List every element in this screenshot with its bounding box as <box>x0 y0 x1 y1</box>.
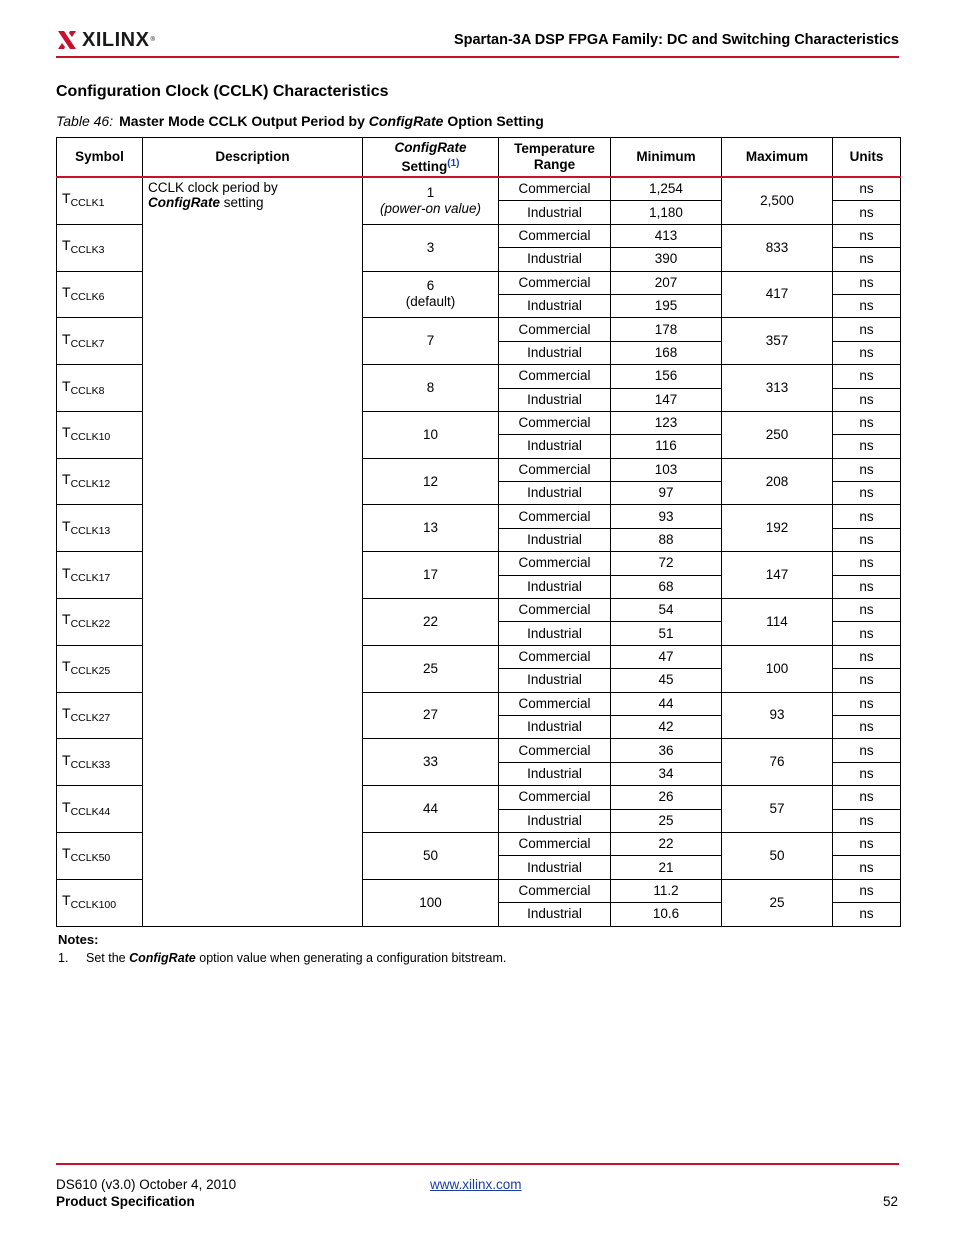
column-header-temperature <box>499 138 611 178</box>
units-cell: ns <box>833 271 901 294</box>
maximum-cell: 2,500 <box>722 177 833 224</box>
symbol-cell <box>57 177 143 224</box>
configrate-value: 33 <box>422 754 439 770</box>
units-cell: ns <box>833 411 901 434</box>
minimum-commercial: 123 <box>611 411 722 434</box>
configrate-cell <box>363 599 499 646</box>
symbol-cell <box>57 318 143 365</box>
symbol-cell <box>57 599 143 646</box>
symbol-cell <box>57 879 143 926</box>
maximum-cell: 57 <box>722 786 833 833</box>
minimum-industrial: 195 <box>611 294 722 317</box>
minimum-industrial: 21 <box>611 856 722 879</box>
temperature-commercial: Commercial <box>499 411 611 434</box>
description-cell <box>143 177 363 926</box>
symbol-subscript: CCLK1 <box>70 197 105 210</box>
maximum-cell: 208 <box>722 458 833 505</box>
maximum-cell: 114 <box>722 599 833 646</box>
description-italic: ConfigRate <box>148 195 220 210</box>
configrate-cell <box>363 458 499 505</box>
symbol-cell <box>57 552 143 599</box>
symbol-subscript: CCLK100 <box>70 899 117 912</box>
units-cell: ns <box>833 739 901 762</box>
temperature-commercial: Commercial <box>499 552 611 575</box>
symbol-cell <box>57 786 143 833</box>
page-header <box>56 26 899 58</box>
column-header-symbol: Symbol <box>57 138 143 178</box>
page-number: 52 <box>882 1194 898 1209</box>
symbol-cell <box>57 365 143 412</box>
maximum-cell: 250 <box>722 411 833 458</box>
note-suffix: option value when generating a configuration bitstream. <box>195 951 507 965</box>
minimum-industrial: 45 <box>611 669 722 692</box>
configrate-cell <box>363 645 499 692</box>
symbol-subscript: CCLK22 <box>70 618 111 631</box>
units-cell: ns <box>833 552 901 575</box>
configrate-value: 10 <box>422 426 439 442</box>
temperature-commercial: Commercial <box>499 365 611 388</box>
note-reference-link[interactable]: (1) <box>447 157 460 169</box>
configrate-value: 100 <box>419 894 442 910</box>
temperature-industrial: Industrial <box>499 856 611 879</box>
minimum-commercial: 156 <box>611 365 722 388</box>
symbol-text: T <box>62 564 71 581</box>
temperature-industrial: Industrial <box>499 435 611 458</box>
temperature-line1: Temperature <box>514 141 595 156</box>
minimum-commercial: 54 <box>611 599 722 622</box>
trademark-symbol: ® <box>150 37 155 43</box>
configrate-value: 44 <box>422 801 439 817</box>
temperature-industrial: Industrial <box>499 622 611 645</box>
xilinx-logo-icon <box>56 29 78 51</box>
minimum-industrial: 51 <box>611 622 722 645</box>
minimum-industrial: 25 <box>611 809 722 832</box>
configrate-cell <box>363 224 499 271</box>
symbol-text: T <box>62 424 71 441</box>
configrate-value: 50 <box>422 847 439 863</box>
symbol-subscript: CCLK6 <box>70 290 105 303</box>
units-cell: ns <box>833 505 901 528</box>
footer-website-link[interactable]: www.xilinx.com <box>430 1177 522 1192</box>
configrate-italic: ConfigRate <box>394 139 467 155</box>
units-cell: ns <box>833 879 901 902</box>
symbol-subscript: CCLK12 <box>70 478 111 491</box>
notes-title: Notes: <box>58 932 99 947</box>
temperature-industrial: Industrial <box>499 388 611 411</box>
minimum-commercial: 413 <box>611 224 722 247</box>
configrate-setting: Setting <box>401 158 448 174</box>
temperature-commercial: Commercial <box>499 692 611 715</box>
temperature-industrial: Industrial <box>499 762 611 785</box>
units-cell: ns <box>833 903 901 926</box>
maximum-cell: 93 <box>722 692 833 739</box>
footer-doc-type: Product Specification <box>56 1194 195 1209</box>
symbol-subscript: CCLK25 <box>70 665 111 678</box>
maximum-cell: 25 <box>722 879 833 926</box>
units-cell: ns <box>833 599 901 622</box>
symbol-subscript: CCLK17 <box>70 571 111 584</box>
symbol-text: T <box>62 190 71 207</box>
configrate-cell <box>363 879 499 926</box>
symbol-text: T <box>62 798 71 815</box>
symbol-text: T <box>62 611 71 628</box>
units-cell: ns <box>833 528 901 551</box>
column-header-minimum: Minimum <box>611 138 722 178</box>
symbol-cell <box>57 692 143 739</box>
units-cell: ns <box>833 341 901 364</box>
minimum-commercial: 22 <box>611 832 722 855</box>
configrate-cell <box>363 505 499 552</box>
units-cell: ns <box>833 856 901 879</box>
configrate-value: 13 <box>422 520 439 536</box>
minimum-commercial: 93 <box>611 505 722 528</box>
temperature-commercial: Commercial <box>499 271 611 294</box>
configrate-cell <box>363 318 499 365</box>
configrate-cell <box>363 365 499 412</box>
temperature-commercial: Commercial <box>499 458 611 481</box>
symbol-text: T <box>62 751 71 768</box>
symbol-subscript: CCLK13 <box>70 524 111 537</box>
symbol-subscript: CCLK3 <box>70 244 105 257</box>
units-cell: ns <box>833 832 901 855</box>
description-line1: CCLK clock period by <box>148 180 278 195</box>
temperature-industrial: Industrial <box>499 809 611 832</box>
configrate-cell <box>363 271 499 318</box>
minimum-industrial: 42 <box>611 715 722 738</box>
configrate-value: 25 <box>422 660 439 676</box>
maximum-cell: 50 <box>722 832 833 879</box>
symbol-text: T <box>62 845 71 862</box>
configrate-value: 8 <box>426 380 435 396</box>
configrate-note: (power-on value) <box>379 200 482 216</box>
units-cell: ns <box>833 715 901 738</box>
maximum-cell: 147 <box>722 552 833 599</box>
configrate-cell <box>363 552 499 599</box>
configrate-cell <box>363 832 499 879</box>
temperature-industrial: Industrial <box>499 482 611 505</box>
symbol-subscript: CCLK27 <box>70 711 111 724</box>
configrate-value: 17 <box>422 567 439 583</box>
symbol-subscript: CCLK10 <box>70 431 111 444</box>
column-header-units: Units <box>833 138 901 178</box>
maximum-cell: 192 <box>722 505 833 552</box>
column-header-description: Description <box>143 138 363 178</box>
table-caption <box>56 113 544 129</box>
table-header-row <box>57 138 901 178</box>
symbol-subscript: CCLK50 <box>70 852 111 865</box>
configrate-value: 12 <box>422 473 439 489</box>
table-body <box>57 177 901 926</box>
temperature-commercial: Commercial <box>499 318 611 341</box>
units-cell: ns <box>833 482 901 505</box>
temperature-industrial: Industrial <box>499 528 611 551</box>
temperature-industrial: Industrial <box>499 669 611 692</box>
units-cell: ns <box>833 177 901 201</box>
units-cell: ns <box>833 388 901 411</box>
temperature-commercial: Commercial <box>499 505 611 528</box>
units-cell: ns <box>833 365 901 388</box>
temperature-commercial: Commercial <box>499 832 611 855</box>
table-title-prefix: Master Mode CCLK Output Period by <box>119 113 369 129</box>
configrate-value: 27 <box>422 707 439 723</box>
configrate-value: 6 <box>426 278 435 294</box>
minimum-commercial: 26 <box>611 786 722 809</box>
temperature-line2: Range <box>533 157 576 172</box>
units-cell: ns <box>833 224 901 247</box>
table-title-suffix: Option Setting <box>443 113 544 129</box>
symbol-text: T <box>62 704 71 721</box>
minimum-industrial: 147 <box>611 388 722 411</box>
configrate-value: 3 <box>426 239 435 255</box>
temperature-industrial: Industrial <box>499 294 611 317</box>
temperature-industrial: Industrial <box>499 575 611 598</box>
symbol-text: T <box>62 517 71 534</box>
footer-doc-id: DS610 (v3.0) October 4, 2010 <box>56 1177 237 1192</box>
footer-divider <box>56 1163 899 1165</box>
units-cell: ns <box>833 201 901 224</box>
symbol-cell <box>57 224 143 271</box>
configrate-cell <box>363 739 499 786</box>
minimum-industrial: 1,180 <box>611 201 722 224</box>
temperature-industrial: Industrial <box>499 341 611 364</box>
temperature-commercial: Commercial <box>499 645 611 668</box>
section-title: Configuration Clock (CCLK) Characteristics <box>56 83 389 100</box>
minimum-commercial: 36 <box>611 739 722 762</box>
units-cell: ns <box>833 575 901 598</box>
description-rest: setting <box>220 195 264 210</box>
units-cell: ns <box>833 318 901 341</box>
minimum-industrial: 168 <box>611 341 722 364</box>
symbol-cell <box>57 505 143 552</box>
units-cell: ns <box>833 786 901 809</box>
minimum-commercial: 178 <box>611 318 722 341</box>
units-cell: ns <box>833 294 901 317</box>
brand-name: XILINX <box>82 28 150 51</box>
minimum-commercial: 11.2 <box>611 879 722 902</box>
symbol-cell <box>57 411 143 458</box>
configrate-value: 22 <box>422 613 439 629</box>
maximum-cell: 76 <box>722 739 833 786</box>
temperature-industrial: Industrial <box>499 903 611 926</box>
minimum-industrial: 116 <box>611 435 722 458</box>
symbol-cell <box>57 739 143 786</box>
configrate-cell <box>363 411 499 458</box>
units-cell: ns <box>833 622 901 645</box>
configrate-value: 1 <box>426 184 435 200</box>
note-number: 1. <box>58 951 69 965</box>
column-header-configrate <box>363 138 499 178</box>
temperature-industrial: Industrial <box>499 715 611 738</box>
temperature-commercial: Commercial <box>499 177 611 201</box>
units-cell: ns <box>833 669 901 692</box>
temperature-commercial: Commercial <box>499 879 611 902</box>
minimum-commercial: 103 <box>611 458 722 481</box>
maximum-cell: 313 <box>722 365 833 412</box>
minimum-commercial: 47 <box>611 645 722 668</box>
xilinx-logo <box>56 28 155 52</box>
symbol-text: T <box>62 377 71 394</box>
maximum-cell: 100 <box>722 645 833 692</box>
minimum-industrial: 68 <box>611 575 722 598</box>
temperature-commercial: Commercial <box>499 739 611 762</box>
symbol-text: T <box>62 330 71 347</box>
temperature-commercial: Commercial <box>499 599 611 622</box>
symbol-subscript: CCLK8 <box>70 384 105 397</box>
table-row <box>57 177 901 201</box>
minimum-commercial: 207 <box>611 271 722 294</box>
units-cell: ns <box>833 692 901 715</box>
note-item <box>58 951 506 965</box>
symbol-subscript: CCLK33 <box>70 758 111 771</box>
minimum-commercial: 1,254 <box>611 177 722 201</box>
maximum-cell: 357 <box>722 318 833 365</box>
units-cell: ns <box>833 762 901 785</box>
table-title <box>119 113 544 129</box>
minimum-commercial: 72 <box>611 552 722 575</box>
minimum-commercial: 44 <box>611 692 722 715</box>
maximum-cell: 833 <box>722 224 833 271</box>
table-number: Table 46: <box>56 113 114 129</box>
units-cell: ns <box>833 248 901 271</box>
configrate-note: (default) <box>405 294 456 310</box>
symbol-text: T <box>62 237 71 254</box>
symbol-text: T <box>62 283 71 300</box>
cclk-period-table <box>56 137 901 927</box>
configrate-cell <box>363 692 499 739</box>
units-cell: ns <box>833 435 901 458</box>
table-title-italic: ConfigRate <box>368 113 444 129</box>
symbol-subscript: CCLK44 <box>70 805 111 818</box>
temperature-industrial: Industrial <box>499 201 611 224</box>
note-prefix: Set the <box>86 951 130 965</box>
minimum-industrial: 97 <box>611 482 722 505</box>
symbol-subscript: CCLK7 <box>70 337 105 350</box>
symbol-cell <box>57 645 143 692</box>
symbol-text: T <box>62 892 71 909</box>
units-cell: ns <box>833 645 901 668</box>
symbol-cell <box>57 458 143 505</box>
symbol-cell <box>57 271 143 318</box>
symbol-text: T <box>62 658 71 675</box>
symbol-text: T <box>62 471 71 488</box>
configrate-cell <box>363 786 499 833</box>
minimum-industrial: 88 <box>611 528 722 551</box>
note-italic: ConfigRate <box>129 951 196 965</box>
column-header-maximum: Maximum <box>722 138 833 178</box>
minimum-industrial: 34 <box>611 762 722 785</box>
units-cell: ns <box>833 809 901 832</box>
maximum-cell: 417 <box>722 271 833 318</box>
temperature-commercial: Commercial <box>499 224 611 247</box>
minimum-industrial: 390 <box>611 248 722 271</box>
temperature-industrial: Industrial <box>499 248 611 271</box>
document-title: Spartan-3A DSP FPGA Family: DC and Switching Characteristics <box>453 32 899 48</box>
minimum-industrial: 10.6 <box>611 903 722 926</box>
configrate-cell <box>363 177 499 224</box>
temperature-commercial: Commercial <box>499 786 611 809</box>
symbol-cell <box>57 832 143 879</box>
units-cell: ns <box>833 458 901 481</box>
configrate-value: 7 <box>426 333 435 349</box>
